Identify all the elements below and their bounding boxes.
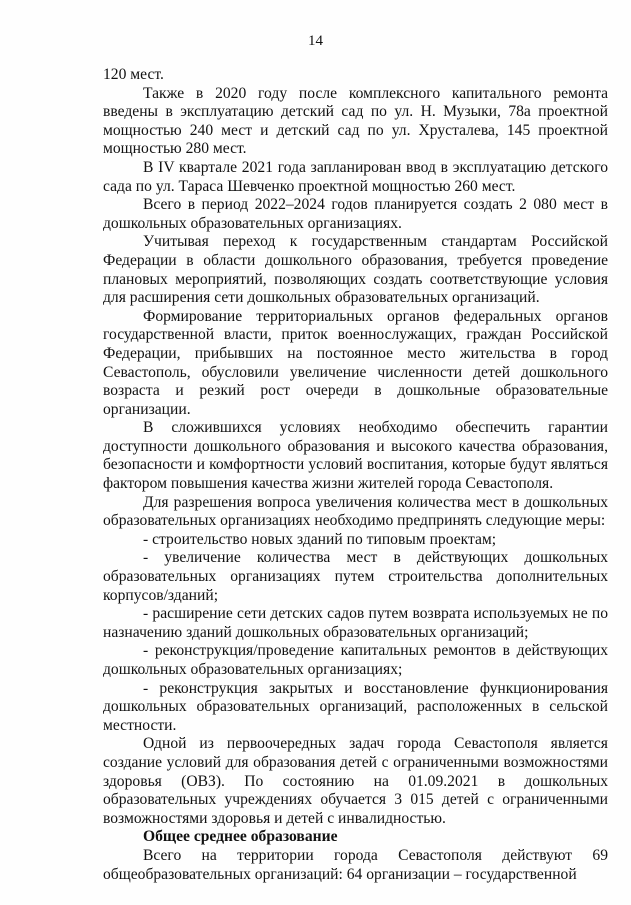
paragraph: Формирование территориальных органов федеральных органов государственной власти, приток военнослужащих, граждан Российской Федерации, прибывших на постоянное место жительства в город Севастополь, обусловили увеличение численности детей дошкольного возраста и резкий рост очереди в дошкольные образовательные организации. <box>103 307 608 418</box>
paragraph: Также в 2020 году после комплексного капитального ремонта введены в эксплуатацию детский сад по ул. Н. Музыки, 78а проектной мощностью 240 мест и детский сад по ул. Хрусталева, 145 проектной мощностью 280 мест. <box>103 84 608 158</box>
document-body <box>103 66 608 884</box>
paragraph: Всего в период 2022–2024 годов планируется создать 2 080 мест в дошкольных образовательных организациях. <box>103 196 608 232</box>
paragraph: Учитывая переход к государственным стандартам Российской Федерации в области дошкольного образования, требуется проведение плановых мероприятий, позволяющих создать соответствующие условия для расширения сети дошкольных образовательных организаций. <box>103 233 608 307</box>
section-heading: Общее среднее образование <box>143 828 338 846</box>
page-number: 14 <box>308 33 323 49</box>
paragraph: В сложившихся условиях необходимо обеспечить гарантии доступности дошкольного образования и высокого качества образования, безопасности и комфортности условий воспитания, которые будут являться фактором повышения качества жизни жителей города Севастополя. <box>103 419 608 493</box>
list-item: - расширение сети детских садов путем возврата используемых не по назначению зданий дошкольных образовательных организаций; <box>103 605 608 641</box>
list-item: - увеличение количества мест в действующих дошкольных образовательных организациях путем строительства дополнительных корпусов/зданий; <box>103 549 608 604</box>
list-item: - строительство новых зданий по типовым проектам; <box>143 530 497 548</box>
list-item: - реконструкция/проведение капитальных ремонтов в действующих дошкольных образовательных организациях; <box>103 642 608 678</box>
paragraph: Всего на территории города Севастополя действуют 69 общеобразовательных организаций: 64 организации – государственной <box>103 846 608 883</box>
paragraph: 120 мест. <box>103 66 164 83</box>
list-item: - реконструкция закрытых и восстановление функционирования дошкольных образовательных организаций, расположенных в сельской местности. <box>103 679 608 734</box>
paragraph: Одной из первоочередных задач города Севастополя является создание условий для образования детей с ограниченными возможностями здоровья (ОВЗ). По состоянию на 01.09.2021 в дошкольных образовательных учреждениях обучается 3 015 детей с ограниченными возможностями здоровья и детей с инвалидностью. <box>103 735 608 827</box>
paragraph: В IV квартале 2021 года запланирован ввод в эксплуатацию детского сада по ул. Тараса Шевченко проектной мощностью 260 мест. <box>103 158 608 195</box>
paragraph: Для разрешения вопроса увеличения количества мест в дошкольных образовательных организациях необходимо предпринять следующие меры: <box>103 493 608 530</box>
